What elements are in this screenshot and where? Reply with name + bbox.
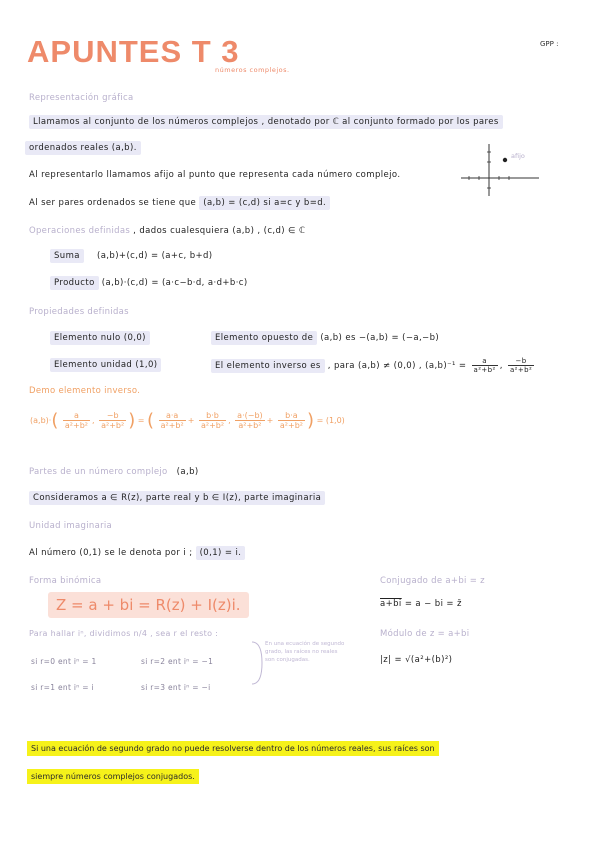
grafica-line3: Al representarlo llamamos afijo al punto que representa cada número complejo. <box>29 170 401 180</box>
operaciones-line: Operaciones definidas , dados cualesquiera (a,b) , (c,d) ∈ ℂ <box>29 226 306 236</box>
unidad-row: Elemento unidad (1,0) <box>50 360 161 370</box>
case-r2: si r=2 ent iⁿ = −1 <box>141 657 214 666</box>
grafica-line1: Llamamos al conjunto de los números complejos , denotado por ℂ al conjunto formado por los pares <box>29 117 503 127</box>
side-note: En una ecuación de segundo grado, las raíces no reales son conjugadas. <box>265 641 345 663</box>
case-r0: si r=0 ent iⁿ = 1 <box>31 657 97 666</box>
page-subtitle: números complejos. <box>215 66 290 74</box>
highlight-line1: Si una ecuación de segundo grado no puede resolverse dentro de los números reales, sus raíces son <box>27 736 439 755</box>
binomica-formula: Z = a + bi = R(z) + I(z)i. <box>48 596 249 614</box>
conjugado-formula: a+bi = a − bi = z̄ <box>380 599 462 609</box>
case-r1: si r=1 ent iⁿ = i <box>31 683 94 692</box>
heading-demo: Demo elemento inverso. <box>29 386 141 396</box>
modulo-formula: |z| = √(a²+(b)²) <box>380 655 453 665</box>
heading-modulo: Módulo de z = a+bi <box>380 629 470 639</box>
heading-conjugado: Conjugado de a+bi = z <box>380 576 485 586</box>
unidad-line: Al número (0,1) se le denota por i ; (0,1) = i. <box>29 548 245 558</box>
demo-formula: (a,b)·( $\frac{a}{\text{a²+b²}}$ , $\frac{-b}{\text{a²+b²}}$ ) = ( $\frac{a\cdot a}{\text{a²+b²}}$ + $\frac{b\cdot b}{\text{a²+b²}}$ , $\frac{a\cdot(-b)}{\text{a²+b²}}$ + $\frac{b\cdot a}{\text{a²+b²}}$ ) = (1,0) <box>30 410 345 431</box>
heading-propiedades: Propiedades definidas <box>29 307 129 317</box>
afijo-label: afijo <box>511 152 525 160</box>
hallar-line: Para hallar iⁿ, dividimos n/4 , sea r el resto : <box>29 629 219 638</box>
partes-line: Consideramos a ∈ R(z), parte real y b ∈ I(z), parte imaginaria <box>29 493 325 503</box>
partes-heading-row: Partes de un número complejo (a,b) <box>29 467 199 477</box>
suma-row: Suma (a,b)+(c,d) = (a+c, b+d) <box>50 251 213 261</box>
heading-grafica: Representación gráfica <box>29 93 134 103</box>
corner-label: GPP : <box>540 40 559 48</box>
afijo-graph <box>455 140 545 200</box>
page-title: APUNTES T 3 <box>27 34 240 69</box>
inverso-row: El elemento inverso es , para (a,b) ≠ (0,0) , (a,b)⁻¹ = $\frac{a}{\text{a²+b²}}$ , $\frac{-b}{\text{a²+b²}}$ <box>211 357 536 374</box>
neutro-row: Elemento nulo (0,0) <box>50 333 150 343</box>
heading-unidad: Unidad imaginaria <box>29 521 113 531</box>
highlight-line2: siempre números complejos conjugados. <box>27 764 199 783</box>
afijo-point <box>503 158 507 162</box>
opuesto-row: Elemento opuesto de (a,b) es −(a,b) = (−a,−b) <box>211 333 439 343</box>
producto-row: Producto (a,b)·(c,d) = (a·c−b·d, a·d+b·c) <box>50 278 248 288</box>
grafica-line2: ordenados reales (a,b). <box>25 143 141 153</box>
grafica-line4: Al ser pares ordenados se tiene que (a,b) = (c,d) si a=c y b=d. <box>29 198 330 208</box>
case-r3: si r=3 ent iⁿ = −i <box>141 683 211 692</box>
heading-binomica: Forma binómica <box>29 576 102 586</box>
